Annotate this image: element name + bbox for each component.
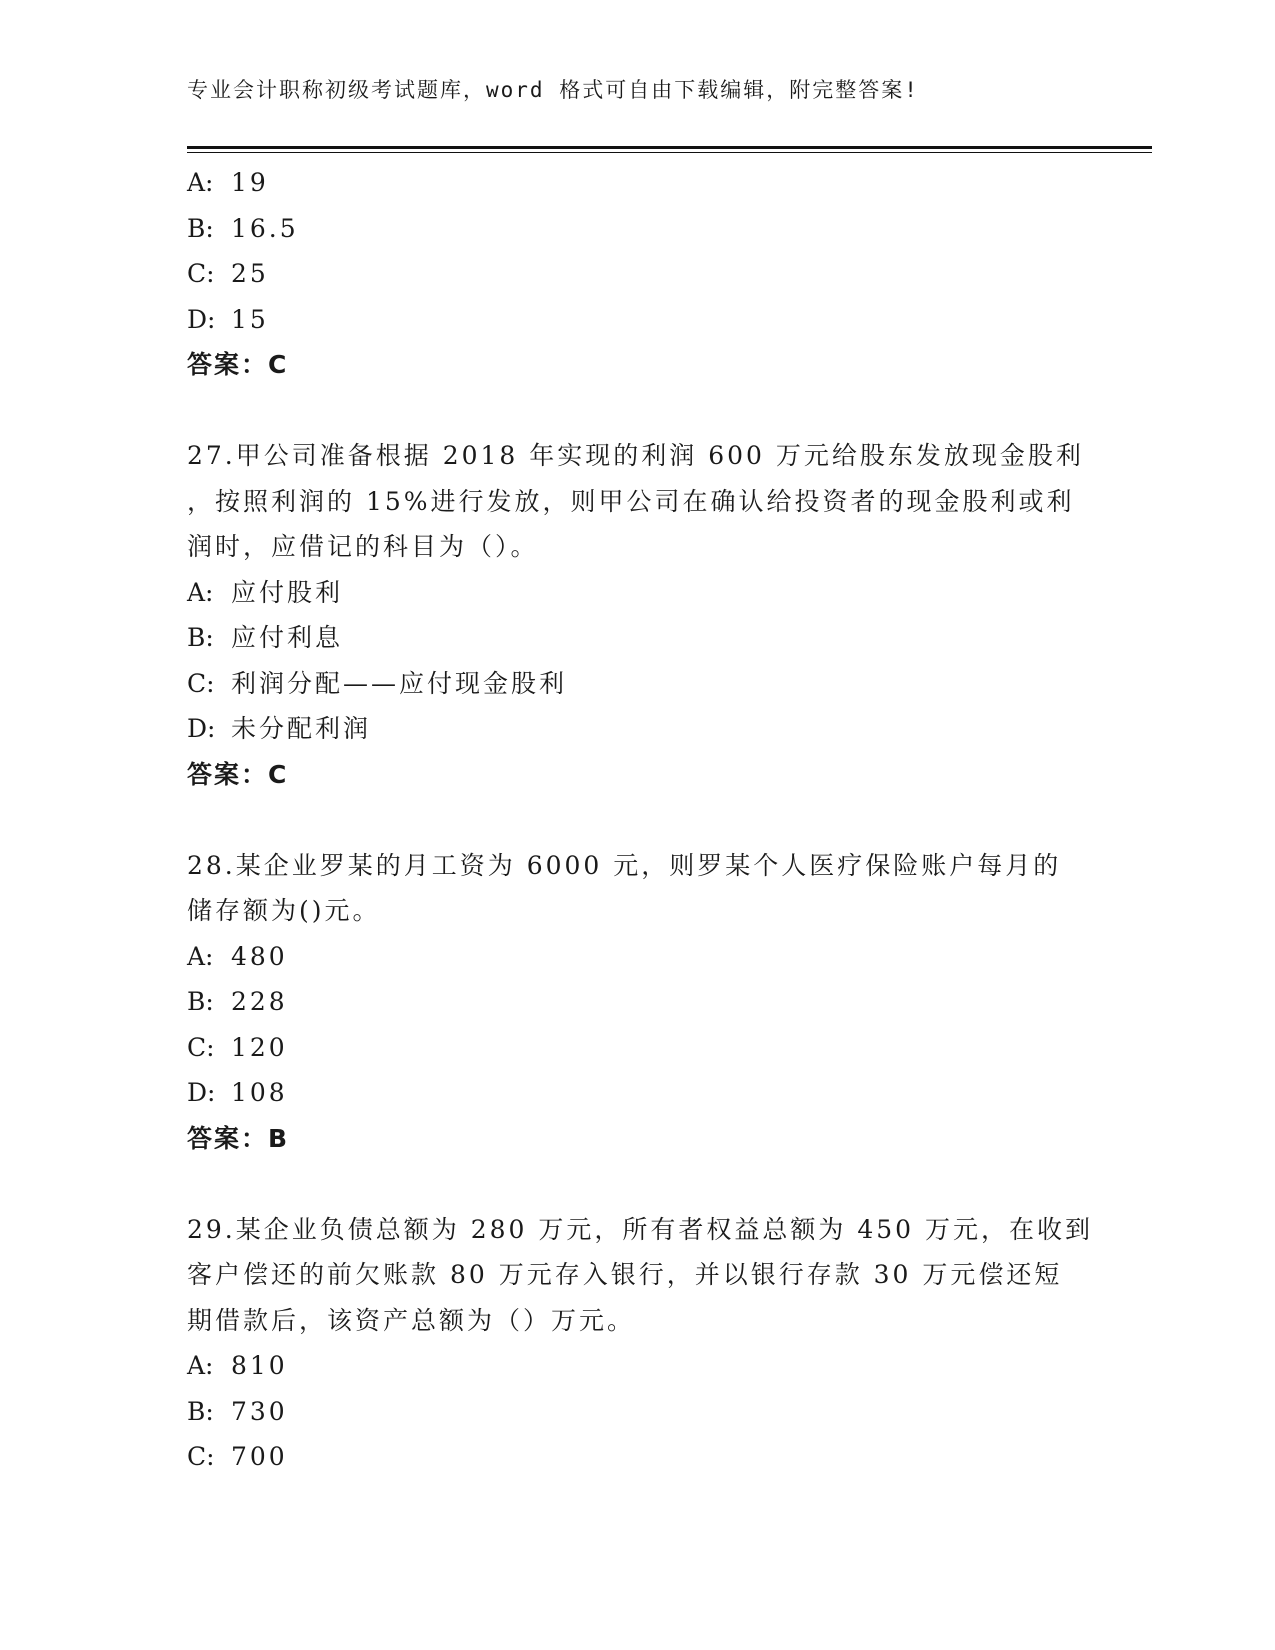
page-header: 专业会计职称初级考试题库，word 格式可自由下载编辑，附完整答案! [187,78,919,102]
option-a [187,160,1087,206]
question-text-line: 27.甲公司准备根据 2018 年实现的利润 600 万元给股东发放现金股利 [187,441,1084,470]
option-letter: A: [187,941,214,971]
option-text: 未分配利润 [231,714,372,743]
option-b [187,979,1087,1025]
option-text: 15 [231,304,269,334]
option-text: 120 [231,1032,288,1062]
option-text: 应付利息 [231,623,344,652]
option-letter: B: [187,623,214,652]
option-b [187,615,1087,661]
option-text: 228 [231,987,288,1016]
option-d [187,297,1087,343]
option-b [187,1389,1087,1435]
option-text: 应付股利 [231,577,344,607]
header-rule-thick [187,146,1152,149]
document-body [187,160,1093,1480]
question-28 [187,843,1087,1162]
question-text-line: 28.某企业罗某的月工资为 6000 元，则罗某个人医疗保险账户每月的 [187,850,1062,880]
question-text-line: ，按照利润的 15%进行发放，则甲公司在确认给投资者的现金股利或利 [187,486,1075,516]
option-letter: B: [187,213,214,243]
question-text-line: 客户偿还的前欠账款 80 万元存入银行，并以银行存款 30 万元偿还短 [187,1260,1063,1289]
option-a [187,570,1087,616]
header-rule-thin [187,152,1152,153]
option-d [187,1070,1087,1116]
option-text: 810 [231,1351,288,1380]
option-a [187,1343,1087,1389]
option-a [187,934,1087,980]
option-letter: C: [187,259,215,288]
option-d [187,706,1087,752]
option-letter: C: [187,668,215,698]
question-text-line: 润时，应借记的科目为（）。 [187,532,539,561]
answer-line: 答案：C [187,759,289,789]
option-letter: B: [187,987,214,1016]
option-letter: C: [187,1032,215,1062]
option-letter: D: [187,1078,216,1107]
option-text: 利润分配——应付现金股利 [231,668,568,698]
option-text: 16.5 [231,213,299,243]
option-letter: C: [187,1442,215,1471]
option-c [187,1434,1087,1480]
question-27 [187,433,1087,797]
question-text-line: 储存额为()元。 [187,896,381,925]
option-letter: A: [187,168,214,197]
option-text: 480 [231,941,288,971]
option-letter: B: [187,1396,214,1426]
option-text: 19 [231,168,269,197]
answer-line: 答案：C [187,350,289,379]
option-text: 25 [231,259,269,288]
option-letter: D: [187,714,216,743]
option-text: 108 [231,1078,288,1107]
option-letter: D: [187,304,216,334]
answer-line: 答案：B [187,1123,290,1153]
option-text: 730 [231,1396,288,1426]
option-c [187,251,1087,297]
question-text-line: 29.某企业负债总额为 280 万元，所有者权益总额为 450 万元，在收到 [187,1214,1093,1244]
option-c [187,661,1087,707]
question-26-continuation [187,160,1087,388]
option-letter: A: [187,1351,214,1380]
option-text: 700 [231,1442,288,1471]
question-29 [187,1207,1093,1480]
option-c [187,1025,1087,1071]
option-b [187,206,1087,252]
question-text-line: 期借款后，该资产总额为（）万元。 [187,1305,636,1335]
option-letter: A: [187,577,214,607]
